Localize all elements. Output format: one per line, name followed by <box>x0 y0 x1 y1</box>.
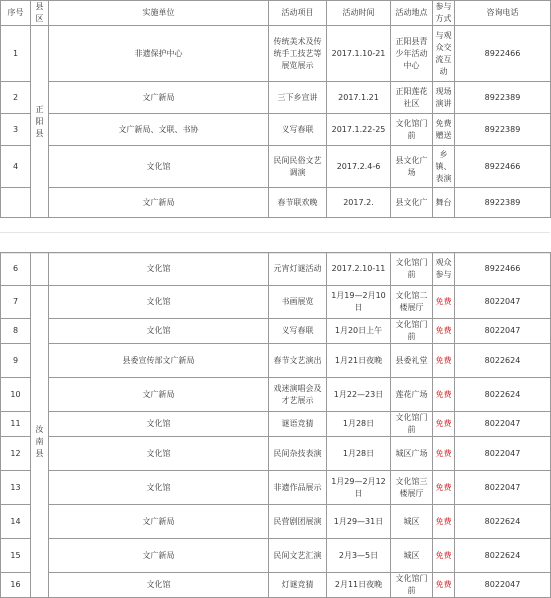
row-no <box>1 188 31 218</box>
row-place: 文化馆门前 <box>391 573 433 598</box>
row-unit: 文化馆 <box>49 146 269 188</box>
row-no: 14 <box>1 505 31 539</box>
row-mode: 免费 <box>433 573 455 598</box>
row-phone: 8022624 <box>455 344 551 378</box>
row-unit: 文化馆 <box>49 253 269 286</box>
row-project: 灯谜竞猜 <box>269 573 327 598</box>
row-place: 县文化广 <box>391 188 433 218</box>
row-unit: 文化馆 <box>49 437 269 471</box>
row-no: 16 <box>1 573 31 598</box>
table-row <box>1 437 551 471</box>
table-row <box>1 114 551 146</box>
row-place: 正阳县青少年活动中心 <box>391 26 433 82</box>
row-phone: 8022047 <box>455 437 551 471</box>
header-place: 活动地点 <box>391 1 433 26</box>
row-mode: 与观众交流互动 <box>433 26 455 82</box>
row-no: 9 <box>1 344 31 378</box>
row-phone: 8022047 <box>455 412 551 437</box>
row-time: 2017.2.10-11 <box>327 253 391 286</box>
row-time: 1月19—2月10日 <box>327 286 391 319</box>
row-mode: 观众参与 <box>433 253 455 286</box>
table-row <box>1 573 551 598</box>
row-unit: 文广新局 <box>49 82 269 114</box>
row-place: 文化馆门前 <box>391 412 433 437</box>
row-project: 谜语竞猜 <box>269 412 327 437</box>
header-unit: 实施单位 <box>49 1 269 26</box>
row-mode: 免费 <box>433 471 455 505</box>
row-project: 非遗作品展示 <box>269 471 327 505</box>
row-time: 2017.2. <box>327 188 391 218</box>
county-cell: 正阳县 <box>31 26 49 218</box>
row-time: 1月28日 <box>327 412 391 437</box>
row-place: 县文化广场 <box>391 146 433 188</box>
row-no: 2 <box>1 82 31 114</box>
table-row <box>1 82 551 114</box>
row-phone: 8022047 <box>455 573 551 598</box>
row-project: 义写春联 <box>269 319 327 344</box>
row-place: 城区 <box>391 505 433 539</box>
row-phone: 8922389 <box>455 82 551 114</box>
row-time: 2017.1.22-25 <box>327 114 391 146</box>
row-project: 义写春联 <box>269 114 327 146</box>
table-row <box>1 286 551 319</box>
row-no: 4 <box>1 146 31 188</box>
row-mode: 舞台 <box>433 188 455 218</box>
row-unit: 文化馆 <box>49 573 269 598</box>
row-time: 1月28日 <box>327 437 391 471</box>
row-phone: 8022047 <box>455 471 551 505</box>
row-time: 2月11日夜晚 <box>327 573 391 598</box>
row-place: 县委礼堂 <box>391 344 433 378</box>
county-cell: 汝南县 <box>31 286 49 598</box>
row-no: 12 <box>1 437 31 471</box>
activity-table-bottom <box>0 252 551 598</box>
row-place: 莲花广场 <box>391 378 433 412</box>
row-project: 书画展览 <box>269 286 327 319</box>
row-time: 1月20日上午 <box>327 319 391 344</box>
row-project: 民间民俗文艺调演 <box>269 146 327 188</box>
header-phone: 咨询电话 <box>455 1 551 26</box>
table-row <box>1 471 551 505</box>
row-project: 民营剧团展演 <box>269 505 327 539</box>
row-no: 6 <box>1 253 31 286</box>
row-project: 元宵灯谜活动 <box>269 253 327 286</box>
table-row <box>1 188 551 218</box>
row-place: 正阳莲花社区 <box>391 82 433 114</box>
row-unit: 文广新局 <box>49 539 269 573</box>
row-phone: 8022624 <box>455 505 551 539</box>
county-cell-empty <box>31 253 49 286</box>
row-unit: 文化馆 <box>49 412 269 437</box>
row-unit: 文化馆 <box>49 319 269 344</box>
header-no: 序号 <box>1 1 31 26</box>
table-row <box>1 378 551 412</box>
row-unit: 文广新局 <box>49 378 269 412</box>
header-row <box>1 1 551 26</box>
row-time: 1月22—23日 <box>327 378 391 412</box>
header-time: 活动时间 <box>327 1 391 26</box>
row-project: 三下乡宣讲 <box>269 82 327 114</box>
row-mode: 免费 <box>433 378 455 412</box>
row-mode: 免费 <box>433 344 455 378</box>
table-row <box>1 539 551 573</box>
row-no: 10 <box>1 378 31 412</box>
row-phone: 8022624 <box>455 539 551 573</box>
row-unit: 文化馆 <box>49 471 269 505</box>
header-mode: 参与方式 <box>433 1 455 26</box>
row-no: 11 <box>1 412 31 437</box>
row-mode: 免费 <box>433 505 455 539</box>
row-project: 传统美术及传统手工技艺等展览展示 <box>269 26 327 82</box>
row-phone: 8922466 <box>455 146 551 188</box>
row-time: 2017.2.4-6 <box>327 146 391 188</box>
row-no: 1 <box>1 26 31 82</box>
row-unit: 文化馆 <box>49 286 269 319</box>
table-row <box>1 26 551 82</box>
row-time: 1月29—31日 <box>327 505 391 539</box>
header-county: 县区 <box>31 1 49 26</box>
table-row <box>1 319 551 344</box>
row-project: 春节文艺演出 <box>269 344 327 378</box>
row-phone: 8022047 <box>455 286 551 319</box>
row-time: 2017.1.21 <box>327 82 391 114</box>
row-mode: 免费 <box>433 286 455 319</box>
activity-table-top <box>0 0 551 218</box>
row-mode: 现场演讲 <box>433 82 455 114</box>
row-project: 民间杂技表演 <box>269 437 327 471</box>
row-unit: 文广新局 <box>49 505 269 539</box>
row-time: 2017.1.10-21 <box>327 26 391 82</box>
page-break-gap <box>0 232 550 254</box>
row-phone: 8922466 <box>455 26 551 82</box>
row-place: 城区 <box>391 539 433 573</box>
row-phone: 8022047 <box>455 319 551 344</box>
header-project: 活动项目 <box>269 1 327 26</box>
table-row <box>1 344 551 378</box>
table-row <box>1 253 551 286</box>
row-place: 文化馆门前 <box>391 114 433 146</box>
row-project: 春节联欢晚 <box>269 188 327 218</box>
row-mode: 乡镇、表演 <box>433 146 455 188</box>
row-unit: 县委宣传部文广新局 <box>49 344 269 378</box>
table-fragment-bottom <box>0 252 550 595</box>
row-time: 1月29—2月12日 <box>327 471 391 505</box>
row-mode: 免费 <box>433 412 455 437</box>
row-time: 2月3—5日 <box>327 539 391 573</box>
row-place: 文化馆二楼展厅 <box>391 286 433 319</box>
row-unit: 文广新局 <box>49 188 269 218</box>
row-no: 15 <box>1 539 31 573</box>
row-mode: 免费赠送 <box>433 114 455 146</box>
row-mode: 免费 <box>433 437 455 471</box>
row-mode: 免费 <box>433 319 455 344</box>
row-phone: 8022624 <box>455 378 551 412</box>
row-place: 文化馆门前 <box>391 253 433 286</box>
row-mode: 免费 <box>433 539 455 573</box>
table-row <box>1 146 551 188</box>
row-unit: 文广新局、文联、书协 <box>49 114 269 146</box>
row-unit: 非遗保护中心 <box>49 26 269 82</box>
table-fragment-top <box>0 0 550 232</box>
table-row <box>1 505 551 539</box>
row-phone: 8922389 <box>455 114 551 146</box>
row-place: 文化馆门前 <box>391 319 433 344</box>
row-no: 3 <box>1 114 31 146</box>
row-no: 8 <box>1 319 31 344</box>
row-time: 1月21日夜晚 <box>327 344 391 378</box>
row-no: 7 <box>1 286 31 319</box>
row-no: 13 <box>1 471 31 505</box>
row-phone: 8922466 <box>455 253 551 286</box>
row-project: 戏迷演唱会及才艺展示 <box>269 378 327 412</box>
row-project: 民间文艺汇演 <box>269 539 327 573</box>
row-phone: 8922389 <box>455 188 551 218</box>
row-place: 文化馆三楼展厅 <box>391 471 433 505</box>
row-place: 城区广场 <box>391 437 433 471</box>
table-row <box>1 412 551 437</box>
